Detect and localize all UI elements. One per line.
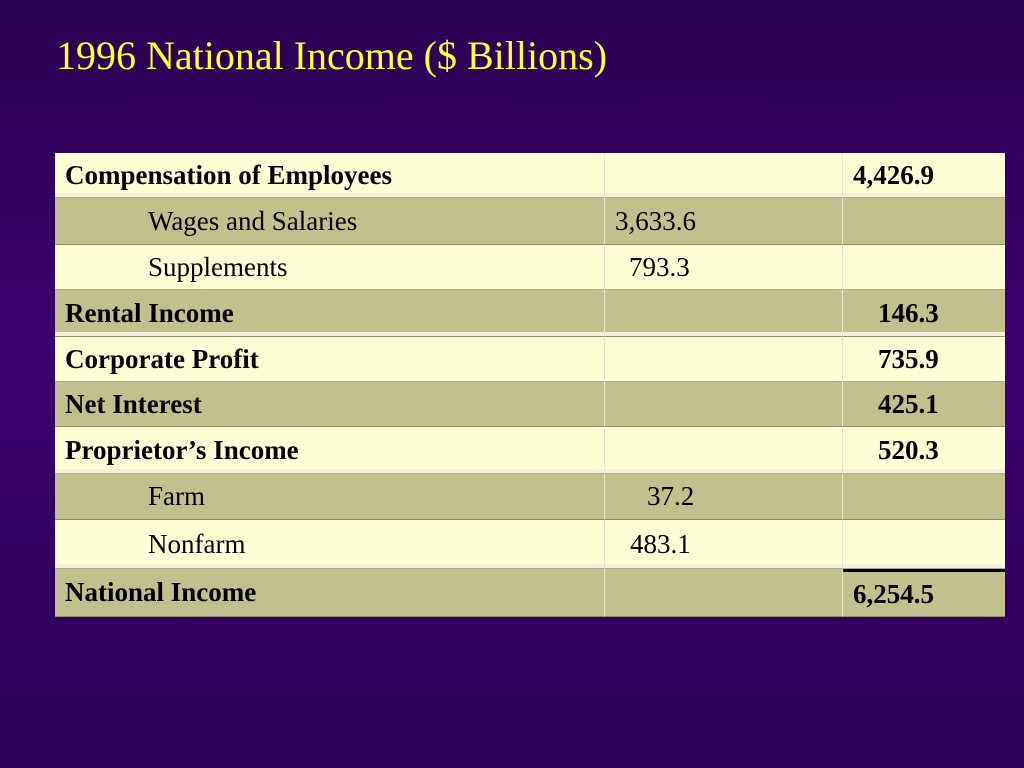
table-row-national-income: [55, 569, 1005, 617]
total-cell: [843, 198, 1005, 245]
row-label: Wages and Salaries: [55, 198, 605, 245]
table-row-corporate-profit: [55, 337, 1005, 382]
table-row-nonfarm: [55, 520, 1005, 569]
subtotal-cell: [605, 569, 843, 617]
total-cell: [843, 245, 1005, 290]
table-row-wages: [55, 198, 1005, 245]
table-row-supplements: [55, 245, 1005, 290]
subtotal-cell: [605, 337, 843, 382]
total-cell: [843, 520, 1005, 569]
total-cell: 146.3: [843, 290, 1005, 337]
table-row-proprietors-income: [55, 427, 1005, 474]
slide-title: 1996 National Income ($ Billions): [56, 33, 608, 78]
subtotal-cell: 483.1: [605, 520, 843, 569]
row-label: Compensation of Employees: [55, 153, 605, 198]
table-row-rental-income: [55, 290, 1005, 337]
total-cell: 520.3: [843, 427, 1005, 474]
total-cell: 4,426.9: [843, 153, 1005, 198]
table-row-farm: [55, 474, 1005, 520]
total-cell: 6,254.5: [843, 569, 1005, 617]
subtotal-cell: 3,633.6: [605, 198, 843, 245]
subtotal-cell: [605, 382, 843, 427]
row-label: Corporate Profit: [55, 337, 605, 382]
table-row-compensation: [55, 153, 1005, 198]
subtotal-cell: [605, 153, 843, 198]
row-label: Nonfarm: [55, 520, 605, 569]
row-label: Net Interest: [55, 382, 605, 427]
total-cell: [843, 474, 1005, 520]
row-label: National Income: [55, 569, 605, 617]
subtotal-cell: 37.2: [605, 474, 843, 520]
table-row-net-interest: [55, 382, 1005, 427]
row-label: Rental Income: [55, 290, 605, 337]
row-label: Farm: [55, 474, 605, 520]
row-label: Supplements: [55, 245, 605, 290]
subtotal-cell: [605, 427, 843, 474]
subtotal-cell: 793.3: [605, 245, 843, 290]
national-income-table: [55, 153, 1005, 617]
total-cell: 735.9: [843, 337, 1005, 382]
row-label: Proprietor’s Income: [55, 427, 605, 474]
subtotal-cell: [605, 290, 843, 337]
total-cell: 425.1: [843, 382, 1005, 427]
